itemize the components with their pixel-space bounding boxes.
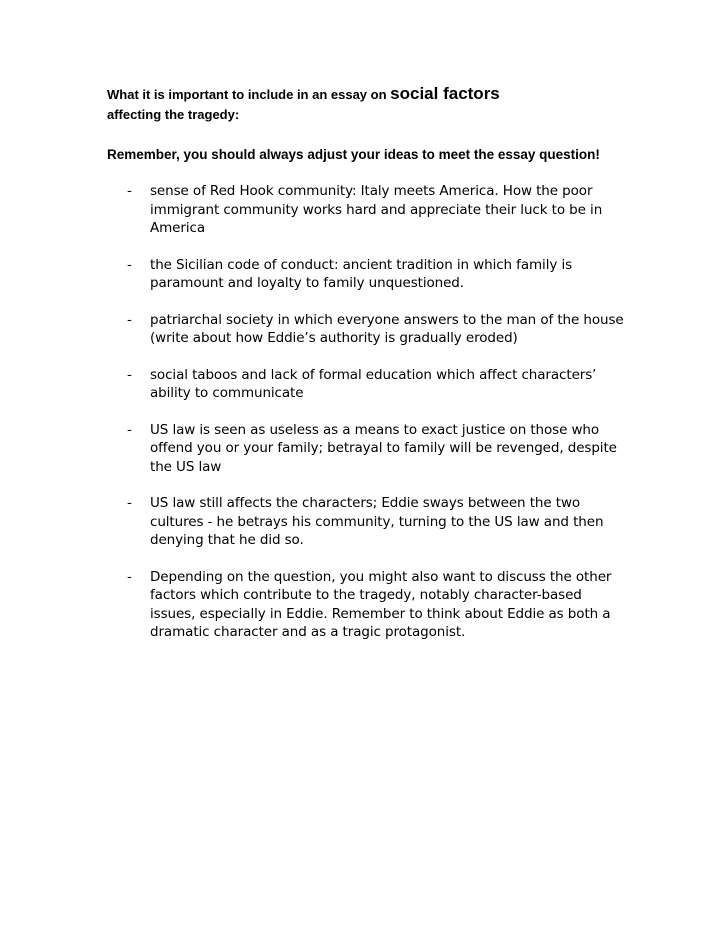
bullet-marker: -: [127, 568, 132, 585]
list-item: [107, 256, 627, 293]
bullet-list: [107, 182, 627, 642]
heading-text: What it is important to include in an essay on: [107, 87, 391, 102]
list-item-text: US law is seen as useless as a means to exact justice on those who offend you or your family; betrayal to family will be revenged, despite the US law: [150, 421, 617, 475]
heading-emphasis: social factors: [390, 84, 500, 103]
list-item: [107, 182, 627, 238]
bullet-marker: -: [127, 421, 132, 438]
list-item: [107, 421, 627, 477]
list-item: [107, 568, 627, 642]
list-item-text: the Sicilian code of conduct: ancient tradition in which family is paramount and loyalty to family unquestioned.: [150, 256, 573, 291]
document-heading: [107, 84, 627, 125]
list-item-text: sense of Red Hook community: Italy meets America. How the poor immigrant community works hard and appreciate their luck to be in America: [150, 183, 603, 236]
list-item: [107, 311, 627, 348]
reminder-note: Remember, you should always adjust your ideas to meet the essay question!: [107, 147, 600, 162]
document-page: [107, 84, 627, 660]
bullet-marker: -: [127, 495, 132, 511]
list-item-text: US law still affects the characters; Eddie sways between the two cultures - he betrays his community, turning to the US law and then denying that he did so.: [150, 495, 604, 548]
heading-text-continued: affecting the tragedy:: [107, 107, 240, 122]
bullet-marker: -: [127, 311, 132, 328]
list-item: [107, 366, 627, 403]
bullet-marker: -: [127, 366, 132, 383]
list-item: [107, 494, 627, 550]
bullet-marker: -: [127, 183, 132, 199]
list-item-text: patriarchal society in which everyone answers to the man of the house (write about how Eddie’s authority is gradually eroded): [150, 311, 624, 346]
list-item-text: Depending on the question, you might also want to discuss the other factors which contribute to the tragedy, notably character-based issues, especially in Eddie. Remember to think about Eddie as both a dramatic character and as a tragic protagonist.: [150, 568, 612, 640]
list-item-text: social taboos and lack of formal education which affect characters’ ability to communicate: [150, 366, 597, 401]
bullet-marker: -: [127, 256, 132, 273]
